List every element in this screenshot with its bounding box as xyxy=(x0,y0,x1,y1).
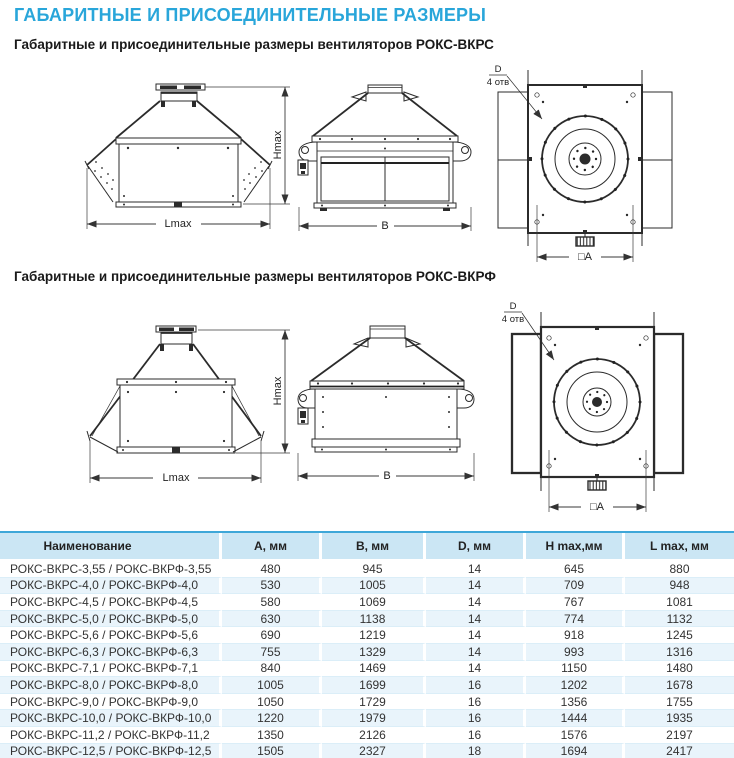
dimension-value-cell: 14 xyxy=(426,561,526,578)
table-row xyxy=(0,677,734,694)
header-a-mm: А, мм xyxy=(222,533,322,561)
table-row xyxy=(0,710,734,727)
dimension-value-cell: 1081 xyxy=(625,594,734,611)
dimension-value-cell: 755 xyxy=(222,644,322,661)
d-hole-label: D xyxy=(494,64,502,75)
holes-count-label: 4 отв xyxy=(501,314,525,325)
dimension-value-cell: 690 xyxy=(222,627,322,644)
square-a-label: □A xyxy=(590,501,604,513)
dimension-value-cell: 16 xyxy=(426,694,526,711)
dimension-value-cell: 1694 xyxy=(526,744,625,758)
page-title: ГАБАРИТНЫЕ И ПРИСОЕДИНИТЕЛЬНЫЕ РАЗМЕРЫ xyxy=(14,5,487,25)
table-row xyxy=(0,561,734,578)
model-name-cell: РОКС-ВКРС-9,0 / РОКС-ВКРФ-9,0 xyxy=(0,694,222,711)
dimension-value-cell: 1220 xyxy=(222,710,322,727)
dimension-value-cell: 1755 xyxy=(625,694,734,711)
model-name-cell: РОКС-ВКРС-12,5 / РОКС-ВКРФ-12,5 xyxy=(0,744,222,758)
dimensions-table-body xyxy=(0,561,734,758)
header-hmax-mm: Н max,мм xyxy=(526,533,625,561)
table-row xyxy=(0,578,734,595)
dimension-value-cell: 993 xyxy=(526,644,625,661)
table-row xyxy=(0,694,734,711)
dimension-value-cell: 1678 xyxy=(625,677,734,694)
square-a-label: □A xyxy=(578,251,592,263)
vkrs-front-view xyxy=(85,84,290,230)
vkrf-front-view xyxy=(87,326,290,484)
model-name-cell: РОКС-ВКРС-3,55 / РОКС-ВКРФ-3,55 xyxy=(0,561,222,578)
dimension-value-cell: 1505 xyxy=(222,744,322,758)
dimension-value-cell: 767 xyxy=(526,594,625,611)
model-name-cell: РОКС-ВКРС-5,0 / РОКС-ВКРФ-5,0 xyxy=(0,611,222,628)
dimension-value-cell: 1935 xyxy=(625,710,734,727)
table-row xyxy=(0,727,734,744)
dimension-value-cell: 1069 xyxy=(322,594,426,611)
b-dimension-label: B xyxy=(381,220,389,232)
dimension-value-cell: 14 xyxy=(426,594,526,611)
dimension-value-cell: 645 xyxy=(526,561,625,578)
section-heading-vkrs: Габаритные и присоединительные размеры вентиляторов РОКС-ВКРС xyxy=(14,37,494,52)
dimension-value-cell: 945 xyxy=(322,561,426,578)
dimension-value-cell: 1480 xyxy=(625,661,734,678)
table-row xyxy=(0,744,734,758)
dimension-value-cell: 1729 xyxy=(322,694,426,711)
dimension-value-cell: 480 xyxy=(222,561,322,578)
dimension-value-cell: 16 xyxy=(426,710,526,727)
dimension-value-cell: 1050 xyxy=(222,694,322,711)
header-name: Наименование xyxy=(0,533,222,561)
dimension-value-cell: 1329 xyxy=(322,644,426,661)
dimension-value-cell: 1219 xyxy=(322,627,426,644)
dimension-value-cell: 1138 xyxy=(322,611,426,628)
model-name-cell: РОКС-ВКРС-8,0 / РОКС-ВКРФ-8,0 xyxy=(0,677,222,694)
dimension-value-cell: 14 xyxy=(426,644,526,661)
dimension-value-cell: 2197 xyxy=(625,727,734,744)
dimension-value-cell: 16 xyxy=(426,727,526,744)
vkrf-drawings xyxy=(0,298,734,522)
dimension-value-cell: 580 xyxy=(222,594,322,611)
dimensions-table xyxy=(0,531,734,758)
dimension-value-cell: 14 xyxy=(426,611,526,628)
table-row xyxy=(0,594,734,611)
model-name-cell: РОКС-ВКРС-5,6 / РОКС-ВКРФ-5,6 xyxy=(0,627,222,644)
dimension-value-cell: 918 xyxy=(526,627,625,644)
dimension-value-cell: 709 xyxy=(526,578,625,595)
dimension-value-cell: 1356 xyxy=(526,694,625,711)
dimension-value-cell: 18 xyxy=(426,744,526,758)
model-name-cell: РОКС-ВКРС-6,3 / РОКС-ВКРФ-6,3 xyxy=(0,644,222,661)
dimension-value-cell: 1132 xyxy=(625,611,734,628)
d-hole-label: D xyxy=(509,301,517,312)
dimension-value-cell: 1245 xyxy=(625,627,734,644)
dimension-value-cell: 14 xyxy=(426,661,526,678)
header-lmax-mm: L max, мм xyxy=(625,533,734,561)
model-name-cell: РОКС-ВКРС-10,0 / РОКС-ВКРФ-10,0 xyxy=(0,710,222,727)
dimension-value-cell: 2126 xyxy=(322,727,426,744)
dimension-value-cell: 1150 xyxy=(526,661,625,678)
dimension-value-cell: 1444 xyxy=(526,710,625,727)
hmax-label: Hmax xyxy=(272,376,284,406)
lmax-label: Lmax xyxy=(162,472,190,484)
dimension-value-cell: 1576 xyxy=(526,727,625,744)
dimension-value-cell: 14 xyxy=(426,578,526,595)
model-name-cell: РОКС-ВКРС-11,2 / РОКС-ВКРФ-11,2 xyxy=(0,727,222,744)
dimension-value-cell: 840 xyxy=(222,661,322,678)
dimension-value-cell: 1350 xyxy=(222,727,322,744)
vkrf-side-view xyxy=(298,326,474,482)
vkrs-top-view xyxy=(487,64,672,263)
lmax-label: Lmax xyxy=(164,218,192,230)
table-row xyxy=(0,661,734,678)
dimension-value-cell: 1005 xyxy=(222,677,322,694)
table-row xyxy=(0,611,734,628)
table-row xyxy=(0,627,734,644)
model-name-cell: РОКС-ВКРС-4,5 / РОКС-ВКРФ-4,5 xyxy=(0,594,222,611)
vkrf-top-view xyxy=(502,301,683,513)
dimension-value-cell: 16 xyxy=(426,677,526,694)
dimension-value-cell: 1699 xyxy=(322,677,426,694)
dimension-value-cell: 630 xyxy=(222,611,322,628)
dimension-value-cell: 1202 xyxy=(526,677,625,694)
dimension-value-cell: 2327 xyxy=(322,744,426,758)
table-header-row xyxy=(0,533,734,561)
hmax-label: Hmax xyxy=(272,130,284,160)
dimension-value-cell: 774 xyxy=(526,611,625,628)
model-name-cell: РОКС-ВКРС-7,1 / РОКС-ВКРФ-7,1 xyxy=(0,661,222,678)
dimension-value-cell: 14 xyxy=(426,627,526,644)
b-dimension-label: B xyxy=(383,470,391,482)
table-row xyxy=(0,644,734,661)
dimension-value-cell: 530 xyxy=(222,578,322,595)
holes-count-label: 4 отв xyxy=(486,77,510,88)
dimension-value-cell: 1316 xyxy=(625,644,734,661)
dimension-value-cell: 1469 xyxy=(322,661,426,678)
dimension-value-cell: 2417 xyxy=(625,744,734,758)
vkrs-drawings xyxy=(0,58,734,264)
dimension-value-cell: 880 xyxy=(625,561,734,578)
section-heading-vkrf: Габаритные и присоединительные размеры вентиляторов РОКС-ВКРФ xyxy=(14,269,496,284)
vkrs-side-view xyxy=(298,85,471,232)
dimension-value-cell: 1979 xyxy=(322,710,426,727)
model-name-cell: РОКС-ВКРС-4,0 / РОКС-ВКРФ-4,0 xyxy=(0,578,222,595)
dimension-value-cell: 948 xyxy=(625,578,734,595)
dimension-value-cell: 1005 xyxy=(322,578,426,595)
header-b-mm: В, мм xyxy=(322,533,426,561)
header-d-mm: D, мм xyxy=(426,533,526,561)
